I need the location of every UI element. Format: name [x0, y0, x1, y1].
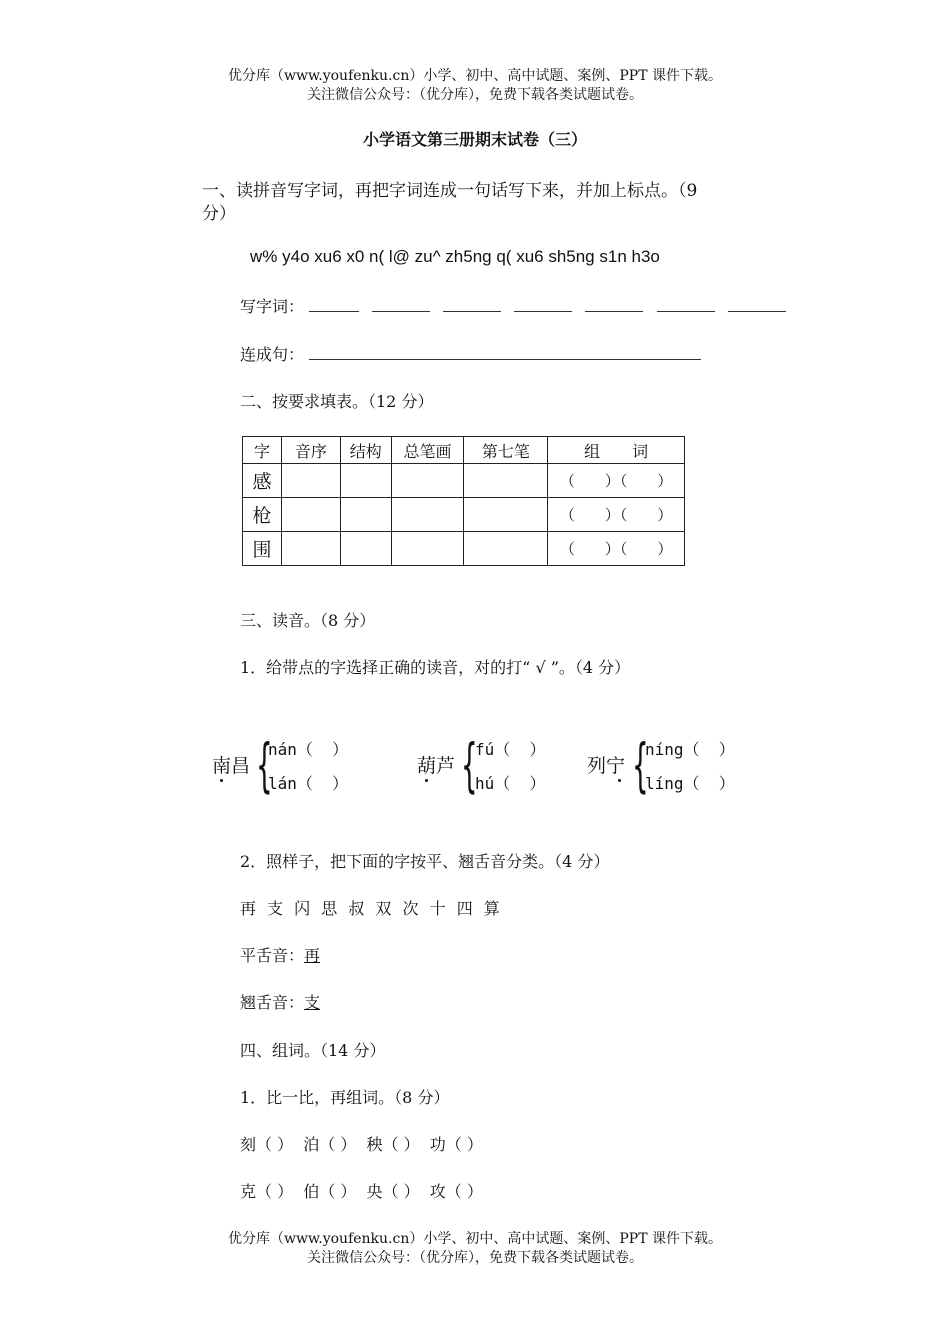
table-input-cell[interactable]	[464, 498, 548, 532]
write-blank-3[interactable]	[443, 297, 501, 312]
table-input-cell[interactable]	[281, 532, 340, 566]
section4-heading: 四、组词。（14 分）	[240, 1041, 386, 1060]
compare-row-2[interactable]: 克（ ） 伯（ ） 央（ ） 攻（ ）	[240, 1182, 483, 1201]
table-input-cell[interactable]	[281, 464, 340, 498]
pron-word-2: 葫芦	[417, 755, 456, 777]
compare-row-1[interactable]: 刻（ ） 泊（ ） 秧（ ） 功（ ）	[240, 1135, 483, 1154]
table-input-cell[interactable]	[340, 532, 391, 566]
table-input-cell[interactable]	[391, 498, 464, 532]
table-words-cell[interactable]: （ ）（ ）	[548, 498, 685, 532]
pron-word-3: 列宁	[587, 755, 626, 777]
flat-tongue-answer[interactable]: 再	[304, 946, 321, 965]
write-words-row	[240, 294, 794, 317]
table-input-cell[interactable]	[391, 532, 464, 566]
emphasis-dot	[618, 779, 621, 782]
write-blank-4[interactable]	[514, 297, 572, 312]
emphasis-dot	[425, 779, 428, 782]
table-words-cell[interactable]: （ ）（ ）	[548, 532, 685, 566]
brace-icon: {	[632, 731, 649, 799]
pron-word-1: 南昌	[212, 755, 251, 777]
flat-tongue-label: 平舌音：	[240, 946, 305, 965]
table-header-cell: 总笔画	[391, 437, 464, 464]
table-row	[243, 464, 685, 498]
table-input-cell[interactable]	[340, 464, 391, 498]
table-row	[243, 532, 685, 566]
retroflex-label: 翘舌音：	[240, 993, 305, 1012]
footer-line-2: 关注微信公众号：（优分库），免费下载各类试题试卷。	[307, 1250, 643, 1266]
section3-q1: 1．给带点的字选择正确的读音，对的打“ √ ”。（4 分）	[240, 658, 631, 677]
table-header-cell: 组 词	[548, 437, 685, 464]
sentence-blank[interactable]	[309, 345, 701, 360]
table-input-cell[interactable]	[340, 498, 391, 532]
header-line-2: 关注微信公众号：（优分库），免费下载各类试题试卷。	[307, 87, 643, 103]
table-header-cell: 结构	[340, 437, 391, 464]
classify-chars: 再 支 闪 思 叔 双 次 十 四 算	[240, 899, 503, 918]
table-row	[243, 498, 685, 532]
emphasis-dot	[220, 779, 223, 782]
pron-option[interactable]: líng（ ）	[645, 774, 735, 793]
table-words-cell[interactable]: （ ）（ ）	[548, 464, 685, 498]
section1-heading: 一、读拼音写字词，再把字词连成一句话写下来，并加上标点。（9	[202, 181, 698, 201]
pron-option[interactable]: hú（ ）	[475, 774, 546, 793]
pinyin-line: w% y4o xu6 x0 n( l@ zu^ zh5ng q( xu6 sh5ng s1n h3o	[250, 247, 660, 266]
pron-option[interactable]: lán（ ）	[268, 774, 349, 793]
pron-option[interactable]: níng（ ）	[645, 740, 735, 759]
section3-q2: 2．照样子，把下面的字按平、翘舌音分类。（4 分）	[240, 852, 610, 871]
sentence-row	[240, 342, 709, 365]
write-blank-2[interactable]	[372, 297, 430, 312]
retroflex-answer[interactable]: 支	[304, 993, 321, 1012]
table-input-cell[interactable]	[281, 498, 340, 532]
sentence-label: 连成句：	[240, 345, 305, 364]
page-title: 小学语文第三册期末试卷（三）	[362, 130, 587, 149]
write-blank-6[interactable]	[657, 297, 715, 312]
write-words-label: 写字词：	[240, 297, 305, 316]
section2-heading: 二、按要求填表。（12 分）	[240, 392, 434, 411]
flat-tongue-row	[240, 943, 320, 966]
table-header-cell: 第七笔	[464, 437, 548, 464]
section4-q1: 1．比一比，再组词。（8 分）	[240, 1088, 450, 1107]
table-input-cell[interactable]	[464, 532, 548, 566]
write-blank-5[interactable]	[585, 297, 643, 312]
brace-icon: {	[461, 731, 478, 799]
pron-option[interactable]: fú（ ）	[475, 740, 546, 759]
write-blank-1[interactable]	[309, 297, 359, 312]
fill-table	[242, 436, 685, 566]
table-input-cell[interactable]	[391, 464, 464, 498]
table-char-cell: 感	[243, 464, 282, 498]
pron-option[interactable]: nán（ ）	[268, 740, 349, 759]
table-input-cell[interactable]	[464, 464, 548, 498]
footer-line-1: 优分库（www.youfenku.cn）小学、初中、高中试题、案例、PPT 课件下载。	[227, 1231, 722, 1247]
brace-icon: {	[256, 731, 273, 799]
header-line-1: 优分库（www.youfenku.cn）小学、初中、高中试题、案例、PPT 课件下载。	[227, 68, 722, 84]
retroflex-row	[240, 990, 320, 1013]
write-blank-7[interactable]	[728, 297, 786, 312]
section1-heading-cont: 分）	[202, 204, 236, 224]
table-char-cell: 枪	[243, 498, 282, 532]
section3-heading: 三、读音。（8 分）	[240, 611, 376, 630]
table-header-cell: 字	[243, 437, 282, 464]
table-header-row	[243, 437, 685, 464]
table-char-cell: 围	[243, 532, 282, 566]
table-header-cell: 音序	[281, 437, 340, 464]
